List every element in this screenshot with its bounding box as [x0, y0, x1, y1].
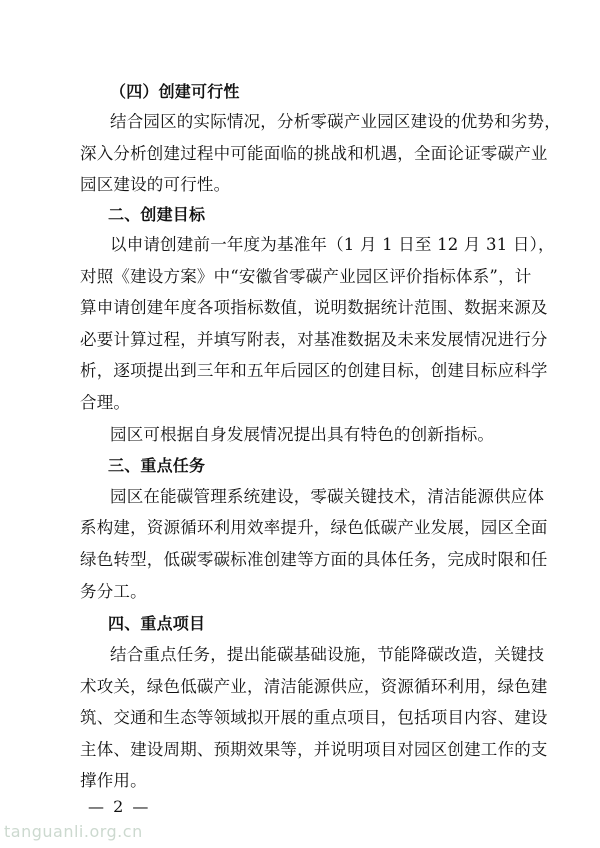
paragraph-line: 园区建设的可行性。: [80, 175, 231, 194]
paragraph-line: 算申请创建年度各项指标数值，说明数据统计范围、数据来源及: [80, 298, 548, 317]
paragraph-line: 深入分析创建过程中可能面临的挑战和机遇，全面论证零碳产业: [80, 144, 548, 163]
paragraph-line: 以申请创建前一年度为基准年（1 月 1 日至 12 月 31 日），: [110, 235, 555, 254]
section-heading-goals: 二、创建目标: [108, 205, 206, 224]
section-heading-projects: 四、重点项目: [108, 614, 206, 633]
paragraph-line: 对照《建设方案》中“安徽省零碳产业园区评价指标体系”，计: [80, 267, 532, 286]
paragraph-line: 结合园区的实际情况，分析零碳产业园区建设的优势和劣势，: [110, 112, 561, 131]
paragraph-line: 绿色转型，低碳零碳标准创建等方面的具体任务，完成时限和任: [80, 550, 548, 569]
paragraph-line: 主体、建设周期、预期效果等，并说明项目对园区创建工作的支: [80, 740, 548, 759]
paragraph-line: 务分工。: [80, 582, 147, 601]
paragraph-line: 结合重点任务，提出能碳基础设施，节能降碳改造，关键技: [110, 645, 545, 664]
section-heading-tasks: 三、重点任务: [108, 456, 206, 475]
section-heading-feasibility: （四）创建可行性: [110, 82, 240, 101]
paragraph-line: 析，逐项提出到三年和五年后园区的创建目标，创建目标应科学: [80, 361, 548, 380]
paragraph-line: 撑作用。: [80, 771, 147, 790]
paragraph-line: 筑、交通和生态等领域拟开展的重点项目，包括项目内容、建设: [80, 708, 548, 727]
paragraph-line: 术攻关，绿色低碳产业，清洁能源供应，资源循环利用，绿色建: [80, 677, 548, 696]
watermark: tanguanli.org.cn: [4, 822, 143, 841]
paragraph-line: 园区可根据自身发展情况提出具有特色的创新指标。: [110, 425, 495, 444]
paragraph-line: 园区在能碳管理系统建设，零碳关键技术，清洁能源供应体: [110, 487, 545, 506]
paragraph-line: 系构建，资源循环利用效率提升，绿色低碳产业发展，园区全面: [80, 518, 548, 537]
paragraph-line: 合理。: [80, 393, 131, 412]
paragraph-line: 必要计算过程，并填写附表，对基准数据及未来发展情况进行分: [80, 330, 548, 349]
page-number: — 2 —: [88, 797, 151, 816]
